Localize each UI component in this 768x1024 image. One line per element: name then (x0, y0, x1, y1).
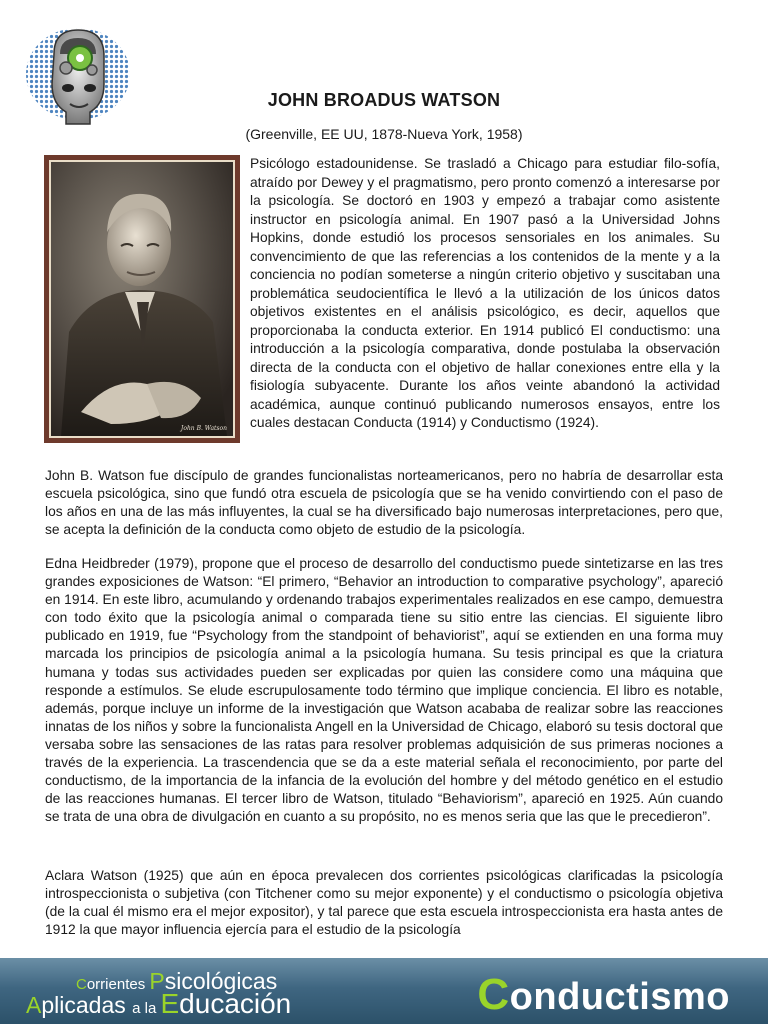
footer-series-line2 (26, 988, 291, 1020)
brand-rest: onductismo (509, 976, 730, 1018)
portrait-photo (49, 160, 235, 438)
page-title: JOHN BROADUS WATSON (267, 90, 501, 110)
footer-title-segment: E (160, 988, 180, 1019)
footer-title-segment: P (149, 968, 165, 994)
bio-text: Psicólogo estadounidense. Se trasladó a Chicago para estudiar filo-sofía, atraído por Dewey y el pragmatismo, pero pronto comenzó a interesarse por la psicología. Se doctoró en 1903 y empezó a trabajar como asistente instructor en psicología animal. En 1907 pasó a la Universidad Johns Hopkins, donde estudió los procesos sensoriales en los animales. Su convencimiento de que las referencias a los contenidos de la mente y a la conciencia no podían someterse a ningún criterio objetivo y suscitaban una problemática seudocientífica le llevó a la utilización de los únicos datos objetivos existentes en el análisis psicológico, es decir, aquellos que proporcionaba la conducta exterior. En 1914 publicó El conductismo: una introducción a la psicología comparativa, donde postulaba la observación directa de la conducta con el objetivo de hallar conexiones entre ella y la fisiología subyacente. Durante los años veinte abandonó la actividad académica, aunque continuó publicando numerosos ensayos, entre los cuales destacan Conducta (1914) y Conductismo (1924). (250, 156, 720, 430)
footer-title-segment: C (76, 976, 87, 993)
body-paragraph: John B. Watson fue discípulo de grandes funcionalistas norteamericanos, pero no habría de desarrollar esta escuela psicológica, sino que fundó otra escuela de psicología que se ha venido convirtiendo con el paso de los años en una de las más influyentes, la cual se ha diversificado bajo numerosas interpretaciones, pero que, se acepta la definición de la conducta como objeto de estudio de la psicología. (45, 468, 723, 538)
page-subtitle: (Greenville, EE UU, 1878-Nueva York, 1958) (245, 126, 523, 142)
footer-title-segment: ducación (179, 988, 292, 1019)
footer-brand (477, 970, 730, 1020)
brand-initial: C (477, 970, 510, 1019)
footer-banner (0, 958, 768, 1024)
portrait-frame (44, 155, 240, 443)
footer-title-segment: sicológicas (164, 968, 278, 994)
footer-title-segment: orrientes (86, 976, 150, 993)
portrait-figure (51, 162, 233, 436)
portrait-signature: John B. Watson (180, 425, 227, 432)
head-gear-icon (24, 24, 132, 130)
footer-title-segment: a la (132, 1000, 161, 1017)
footer-title-segment: A (26, 992, 42, 1018)
body-paragraph: Edna Heidbreder (1979), propone que el proceso de desarrollo del conductismo puede sintetizarse en las tres grandes exposiciones de Watson: “El primero, “Behavior an introduction to comparative psychology”, apareció en 1914. En este libro, acumulando y ordenando trabajos experimentales realizados en ese campo, demuestra con todo éxito que la psicología animal o comparada tiene su sitio entre las ciencias. El siguiente libro publicado en 1919, fue “Psychology from the standpoint of behaviorist”, aquí se extienden en una forma muy marcada los principios de psicología animal a la psicología humana. Su tesis principal es que la criatura humana y todas sus actividades pueden ser explicadas por quien las considere como una máquina que responde a estímulos. Se elude escrupulosamente todo término que implique conciencia. El libro es notable, además, porque incluye un informe de la investigación que Watson acababa de realizar sobre las reacciones innatas de los niños y sobre la funcionalista Angell en la Universidad de Chicago, elaboró su tesis doctoral que versaba sobre las sensaciones de las ratas para resolver problemas adquisición de sus primeras nociones a través de la experiencia. La trascendencia que se da a este material señala el reconocimiento, por parte del conductismo, de la importancia de la infancia de la evolución del hombre y del método genético en el estudio de las reacciones humanas. El tercer libro de Watson, titulado “Behaviorism”, apareció en 1925. Aún cuando se trata de una obra de divulgación en cuanto a su propósito, no es menos seria que las que le precedieron”. (45, 556, 723, 825)
logo (24, 24, 132, 130)
body-paragraph: Aclara Watson (1925) que aún en época prevalecen dos corrientes psicológicas clarificadas la psicología introspeccionista o subjetiva (con Titchener como su mejor exponente) y el conductismo o psicología objetiva (de la cual él mismo era el mejor expositor), y tal parece que esta escuela introspeccionista era hasta antes de 1912 la que mayor influencia ejercía para el estudio de la psicología (45, 868, 723, 938)
footer-title-segment: plicadas (41, 992, 133, 1018)
